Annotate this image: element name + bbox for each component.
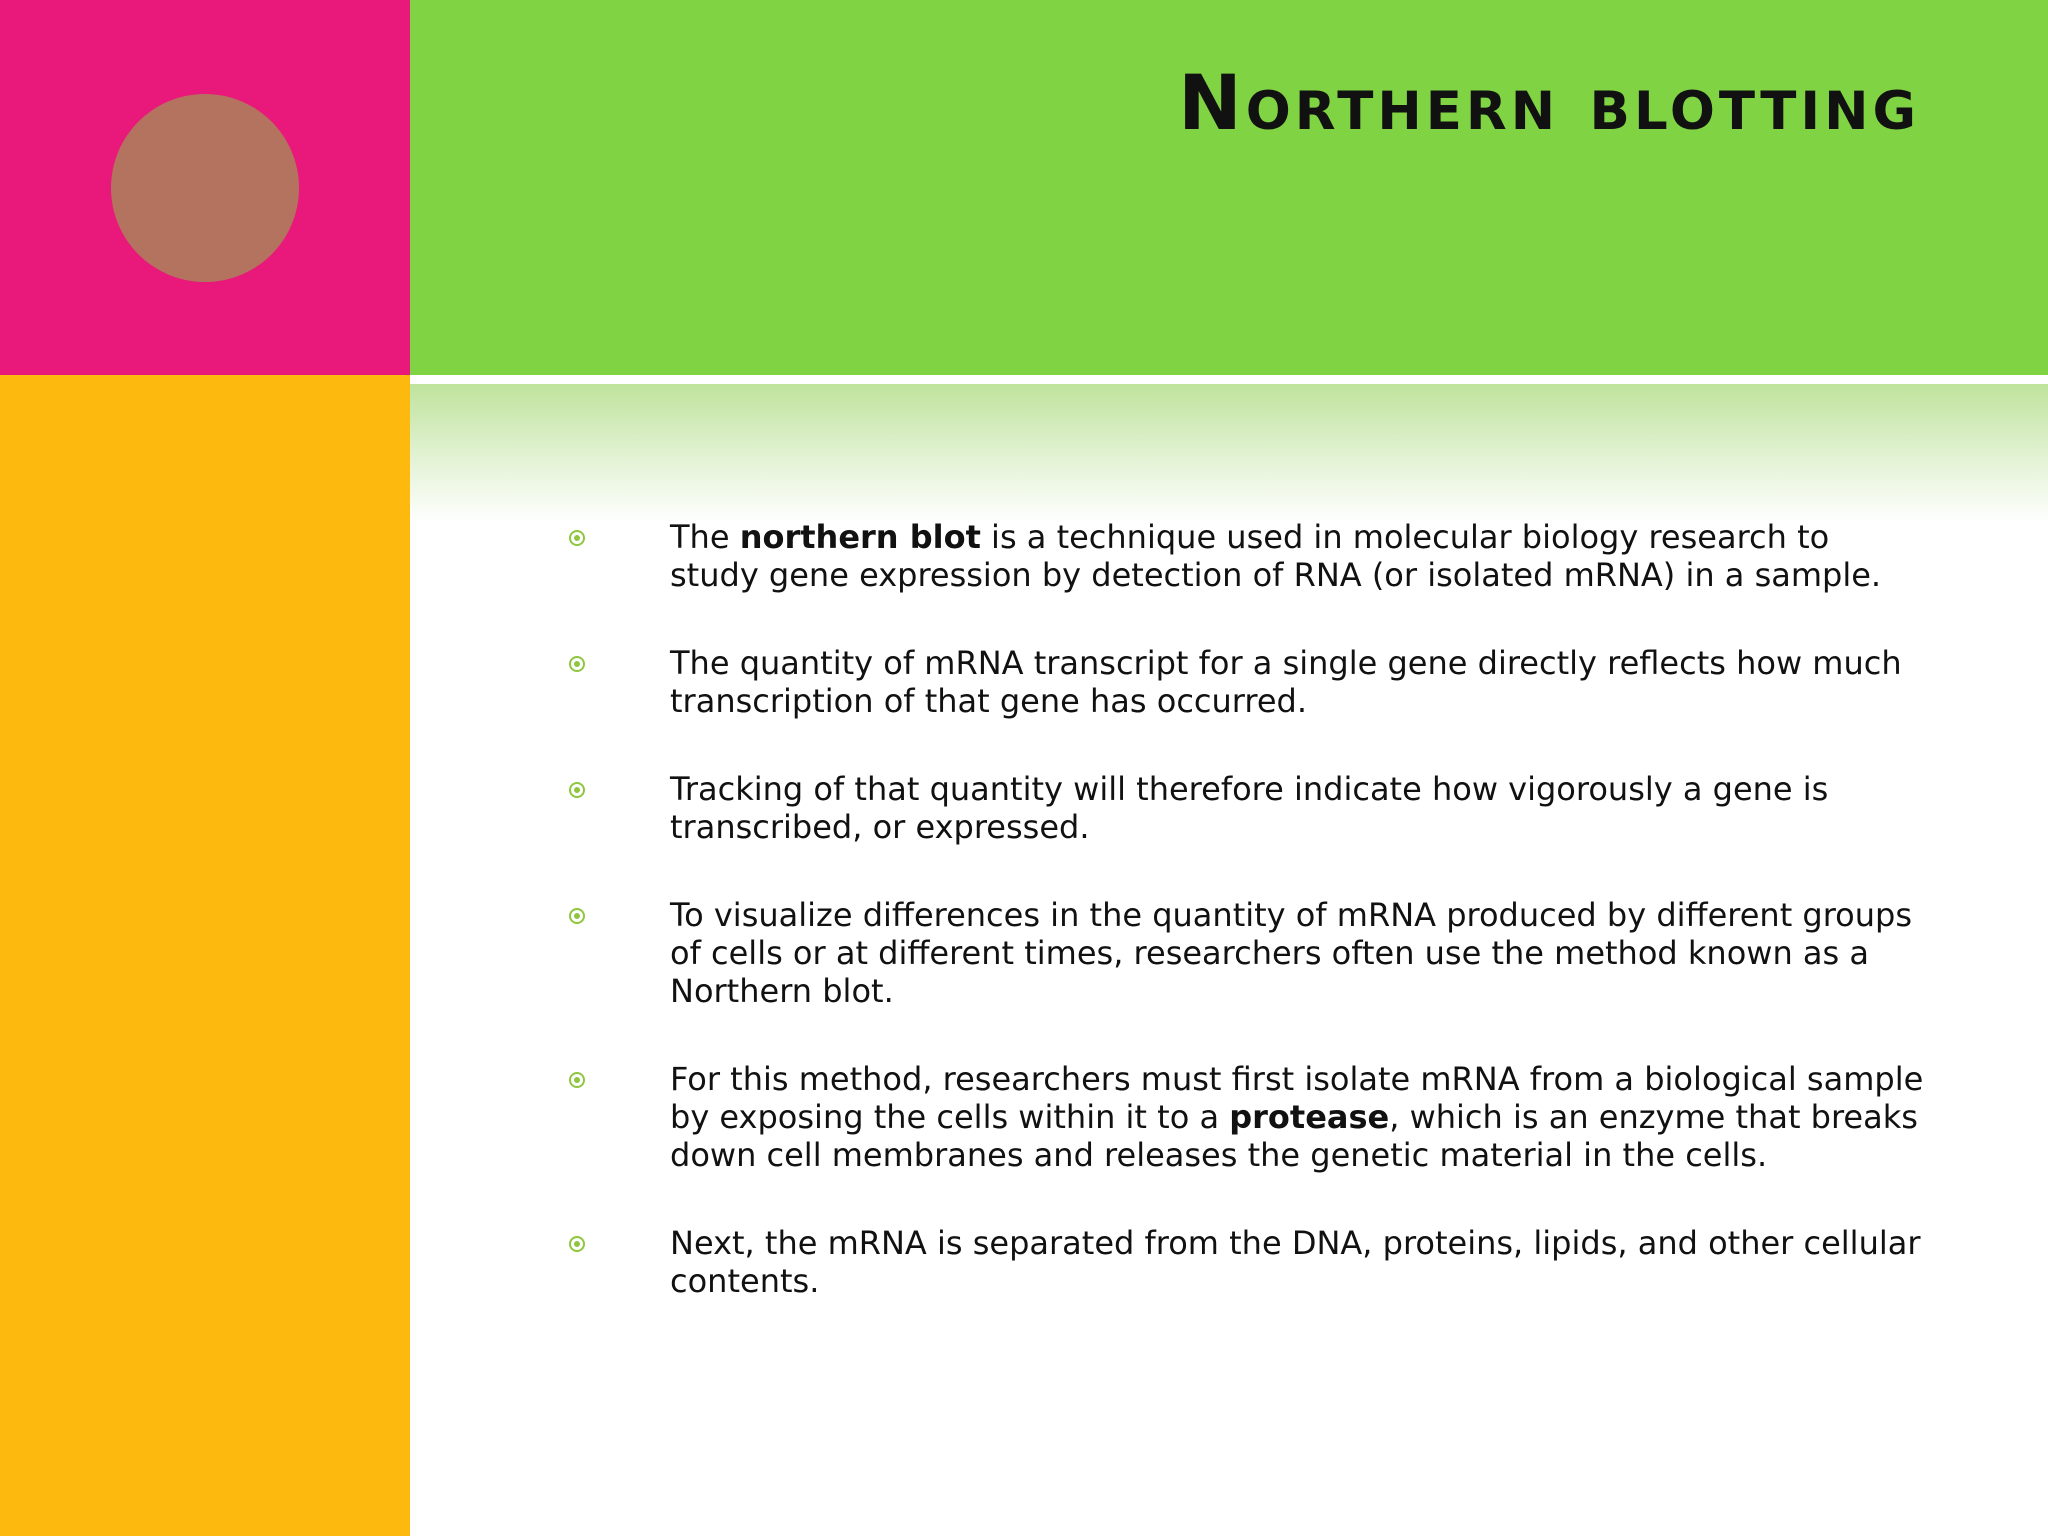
bullet-list xyxy=(565,518,1925,1350)
green-fade-band xyxy=(410,384,2048,524)
bullet-text-after: is a technique used in molecular biology research to study gene expression by detection of RNA (or isolated mRNA) in a sample. xyxy=(670,518,1882,594)
target-bullet-icon xyxy=(569,530,585,546)
target-bullet-icon xyxy=(569,782,585,798)
target-bullet-icon xyxy=(569,1236,585,1252)
bullet-text: The quantity of mRNA transcript for a single gene directly reflects how much transcription of that gene has occurred. xyxy=(670,644,1902,720)
bullet-item-3 xyxy=(565,770,1925,846)
bullet-text-after: , which is an enzyme that breaks down cell membranes and releases the genetic material in the cells. xyxy=(670,1098,1918,1174)
bullet-text-bold: northern blot xyxy=(739,518,981,556)
target-bullet-icon xyxy=(569,1072,585,1088)
target-bullet-icon xyxy=(569,908,585,924)
slide-title: Northern blotting xyxy=(1178,58,1920,147)
orange-side-bar xyxy=(0,375,410,1536)
bullet-item-2 xyxy=(565,644,1925,720)
bullet-text-before: For this method, researchers must first isolate mRNA from a biological sample by exposing the cells within it to a xyxy=(670,1060,1924,1136)
green-title-bar xyxy=(410,0,2048,375)
target-bullet-icon xyxy=(569,656,585,672)
bullet-text: Next, the mRNA is separated from the DNA, proteins, lipids, and other cellular contents. xyxy=(670,1224,1921,1300)
bullet-text: To visualize differences in the quantity of mRNA produced by different groups of cells or at different times, researchers often use the method known as a Northern blot. xyxy=(670,896,1913,1010)
bullet-text-before: The xyxy=(670,518,740,556)
bullet-item-6 xyxy=(565,1224,1925,1300)
bullet-item-1 xyxy=(565,518,1925,594)
bullet-item-5 xyxy=(565,1060,1925,1174)
bullet-text: Tracking of that quantity will therefore indicate how vigorously a gene is transcribed, or expressed. xyxy=(670,770,1829,846)
bullet-item-4 xyxy=(565,896,1925,1010)
bullet-text-bold: protease xyxy=(1229,1098,1390,1136)
title-divider xyxy=(410,375,2048,384)
decorative-circle xyxy=(111,94,299,282)
